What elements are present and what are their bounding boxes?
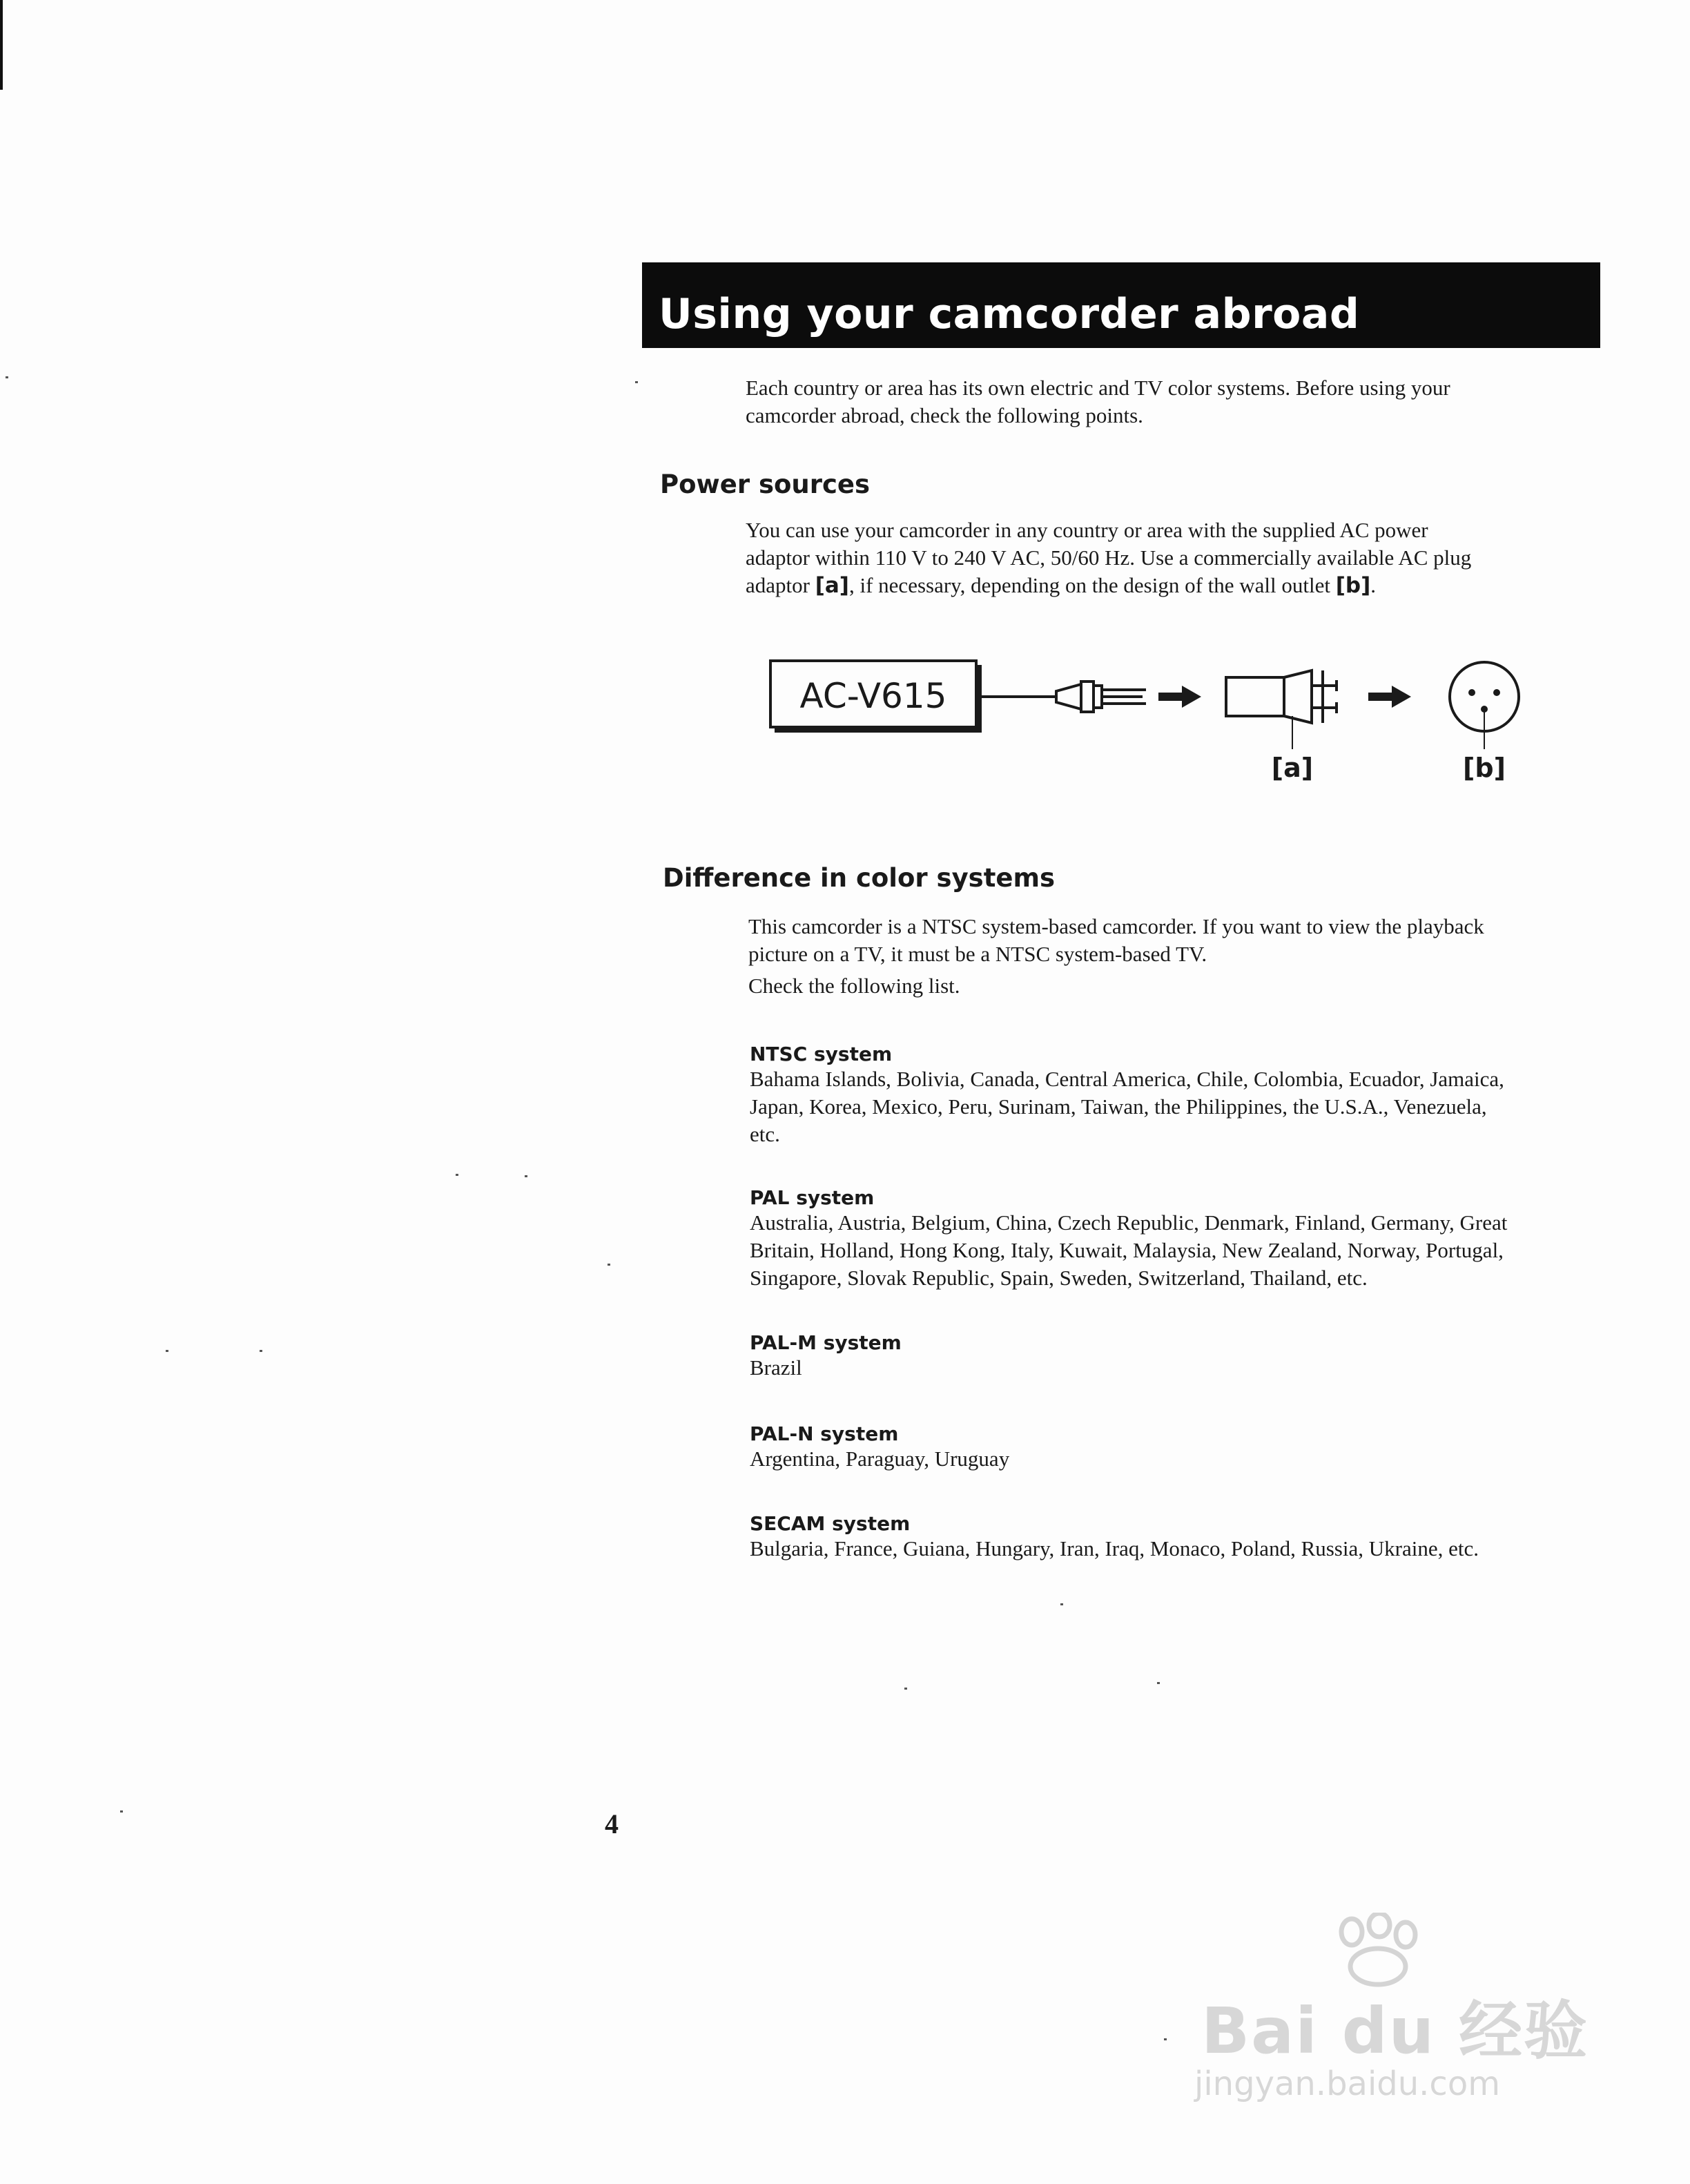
system-name: NTSC system (750, 1043, 893, 1065)
watermark-url: jingyan.baidu.com (1194, 2065, 1500, 2103)
scan-speck (635, 381, 638, 383)
scan-speck (1060, 1603, 1063, 1605)
ref-b: [b] (1335, 573, 1371, 598)
power-sources-heading: Power sources (660, 470, 871, 499)
system-name: PAL system (750, 1186, 875, 1209)
label-b: [b] (1463, 753, 1506, 783)
paw-logo-icon (1325, 1913, 1429, 1989)
system-name: PAL-N system (750, 1422, 899, 1445)
power-line: You can use your camcorder in any country or area with the supplied AC power (746, 518, 1428, 542)
plug-adaptor-icon (1226, 670, 1337, 749)
color-systems-paragraph (748, 913, 1484, 1000)
title-banner (642, 262, 1600, 348)
scan-speck (608, 1264, 610, 1266)
watermark-logo: Bai du 经验 (1201, 1994, 1589, 2068)
system-name: PAL-M system (750, 1331, 902, 1354)
system-name: SECAM system (750, 1512, 911, 1535)
ref-a: [a] (815, 573, 849, 598)
page-title: Using your camcorder abroad (659, 290, 1360, 338)
intro-line: Each country or area has its own electric and TV color systems. Before using your (746, 376, 1450, 400)
ntsc-section (750, 1043, 1504, 1148)
intro-line: camcorder abroad, check the following points. (746, 403, 1143, 427)
scan-speck (120, 1810, 123, 1813)
country-line: Bulgaria, France, Guiana, Hungary, Iran, Iraq, Monaco, Poland, Russia, Ukraine, etc. (750, 1536, 1479, 1560)
scan-edge-line (0, 0, 3, 90)
country-line: Brazil (750, 1355, 802, 1380)
adaptor-label: AC-V615 (799, 676, 947, 716)
pal-n-section (750, 1422, 1009, 1473)
power-line-pre: adaptor (746, 573, 815, 597)
secam-section (750, 1512, 1479, 1563)
scan-speck (166, 1350, 168, 1352)
country-line: Australia, Austria, Belgium, China, Czech Republic, Denmark, Finland, Germany, Great (750, 1210, 1508, 1235)
country-line: Singapore, Slovak Republic, Spain, Sweden, Switzerland, Thailand, etc. (750, 1266, 1368, 1290)
page-number: 4 (605, 1808, 619, 1839)
power-sources-paragraph (746, 516, 1471, 599)
country-line: Japan, Korea, Mexico, Peru, Surinam, Taiwan, the Philippines, the U.S.A., Venezuela, (750, 1094, 1487, 1119)
country-line: Britain, Holland, Hong Kong, Italy, Kuwait, Malaysia, New Zealand, Norway, Portugal, (750, 1238, 1504, 1262)
plug-icon (1056, 682, 1146, 712)
color-systems-heading: Difference in color systems (663, 863, 1056, 893)
scan-speck (6, 376, 8, 378)
check-line: Check the following list. (748, 974, 960, 998)
scan-speck (904, 1688, 907, 1690)
arrow-right-icon (1158, 686, 1201, 708)
intro-paragraph (746, 374, 1450, 429)
scan-speck (525, 1175, 527, 1177)
country-line: Argentina, Paraguay, Uruguay (750, 1447, 1010, 1471)
power-line-mid: , if necessary, depending on the design of the wall outlet (848, 573, 1336, 597)
scan-speck (1164, 2038, 1167, 2040)
pal-section (750, 1186, 1507, 1292)
power-line-end: . (1370, 573, 1377, 597)
color-line: This camcorder is a NTSC system-based camcorder. If you want to view the playback (748, 914, 1484, 938)
label-a: [a] (1271, 753, 1314, 783)
wall-outlet-icon (1450, 662, 1519, 749)
country-line: Bahama Islands, Bolivia, Canada, Central America, Chile, Colombia, Ecuador, Jamaica, (750, 1067, 1504, 1091)
power-line (746, 572, 1471, 599)
scan-speck (1157, 1682, 1160, 1684)
scan-speck (260, 1350, 262, 1352)
plug-adaptor-diagram (759, 646, 1546, 798)
color-line: picture on a TV, it must be a NTSC system-based TV. (748, 942, 1207, 966)
power-line: adaptor within 110 V to 240 V AC, 50/60 Hz. Use a commercially available AC plug (746, 545, 1472, 570)
country-line: etc. (750, 1122, 780, 1146)
pal-m-section (750, 1331, 902, 1382)
arrow-right-icon (1368, 686, 1411, 708)
scan-speck (456, 1174, 458, 1176)
